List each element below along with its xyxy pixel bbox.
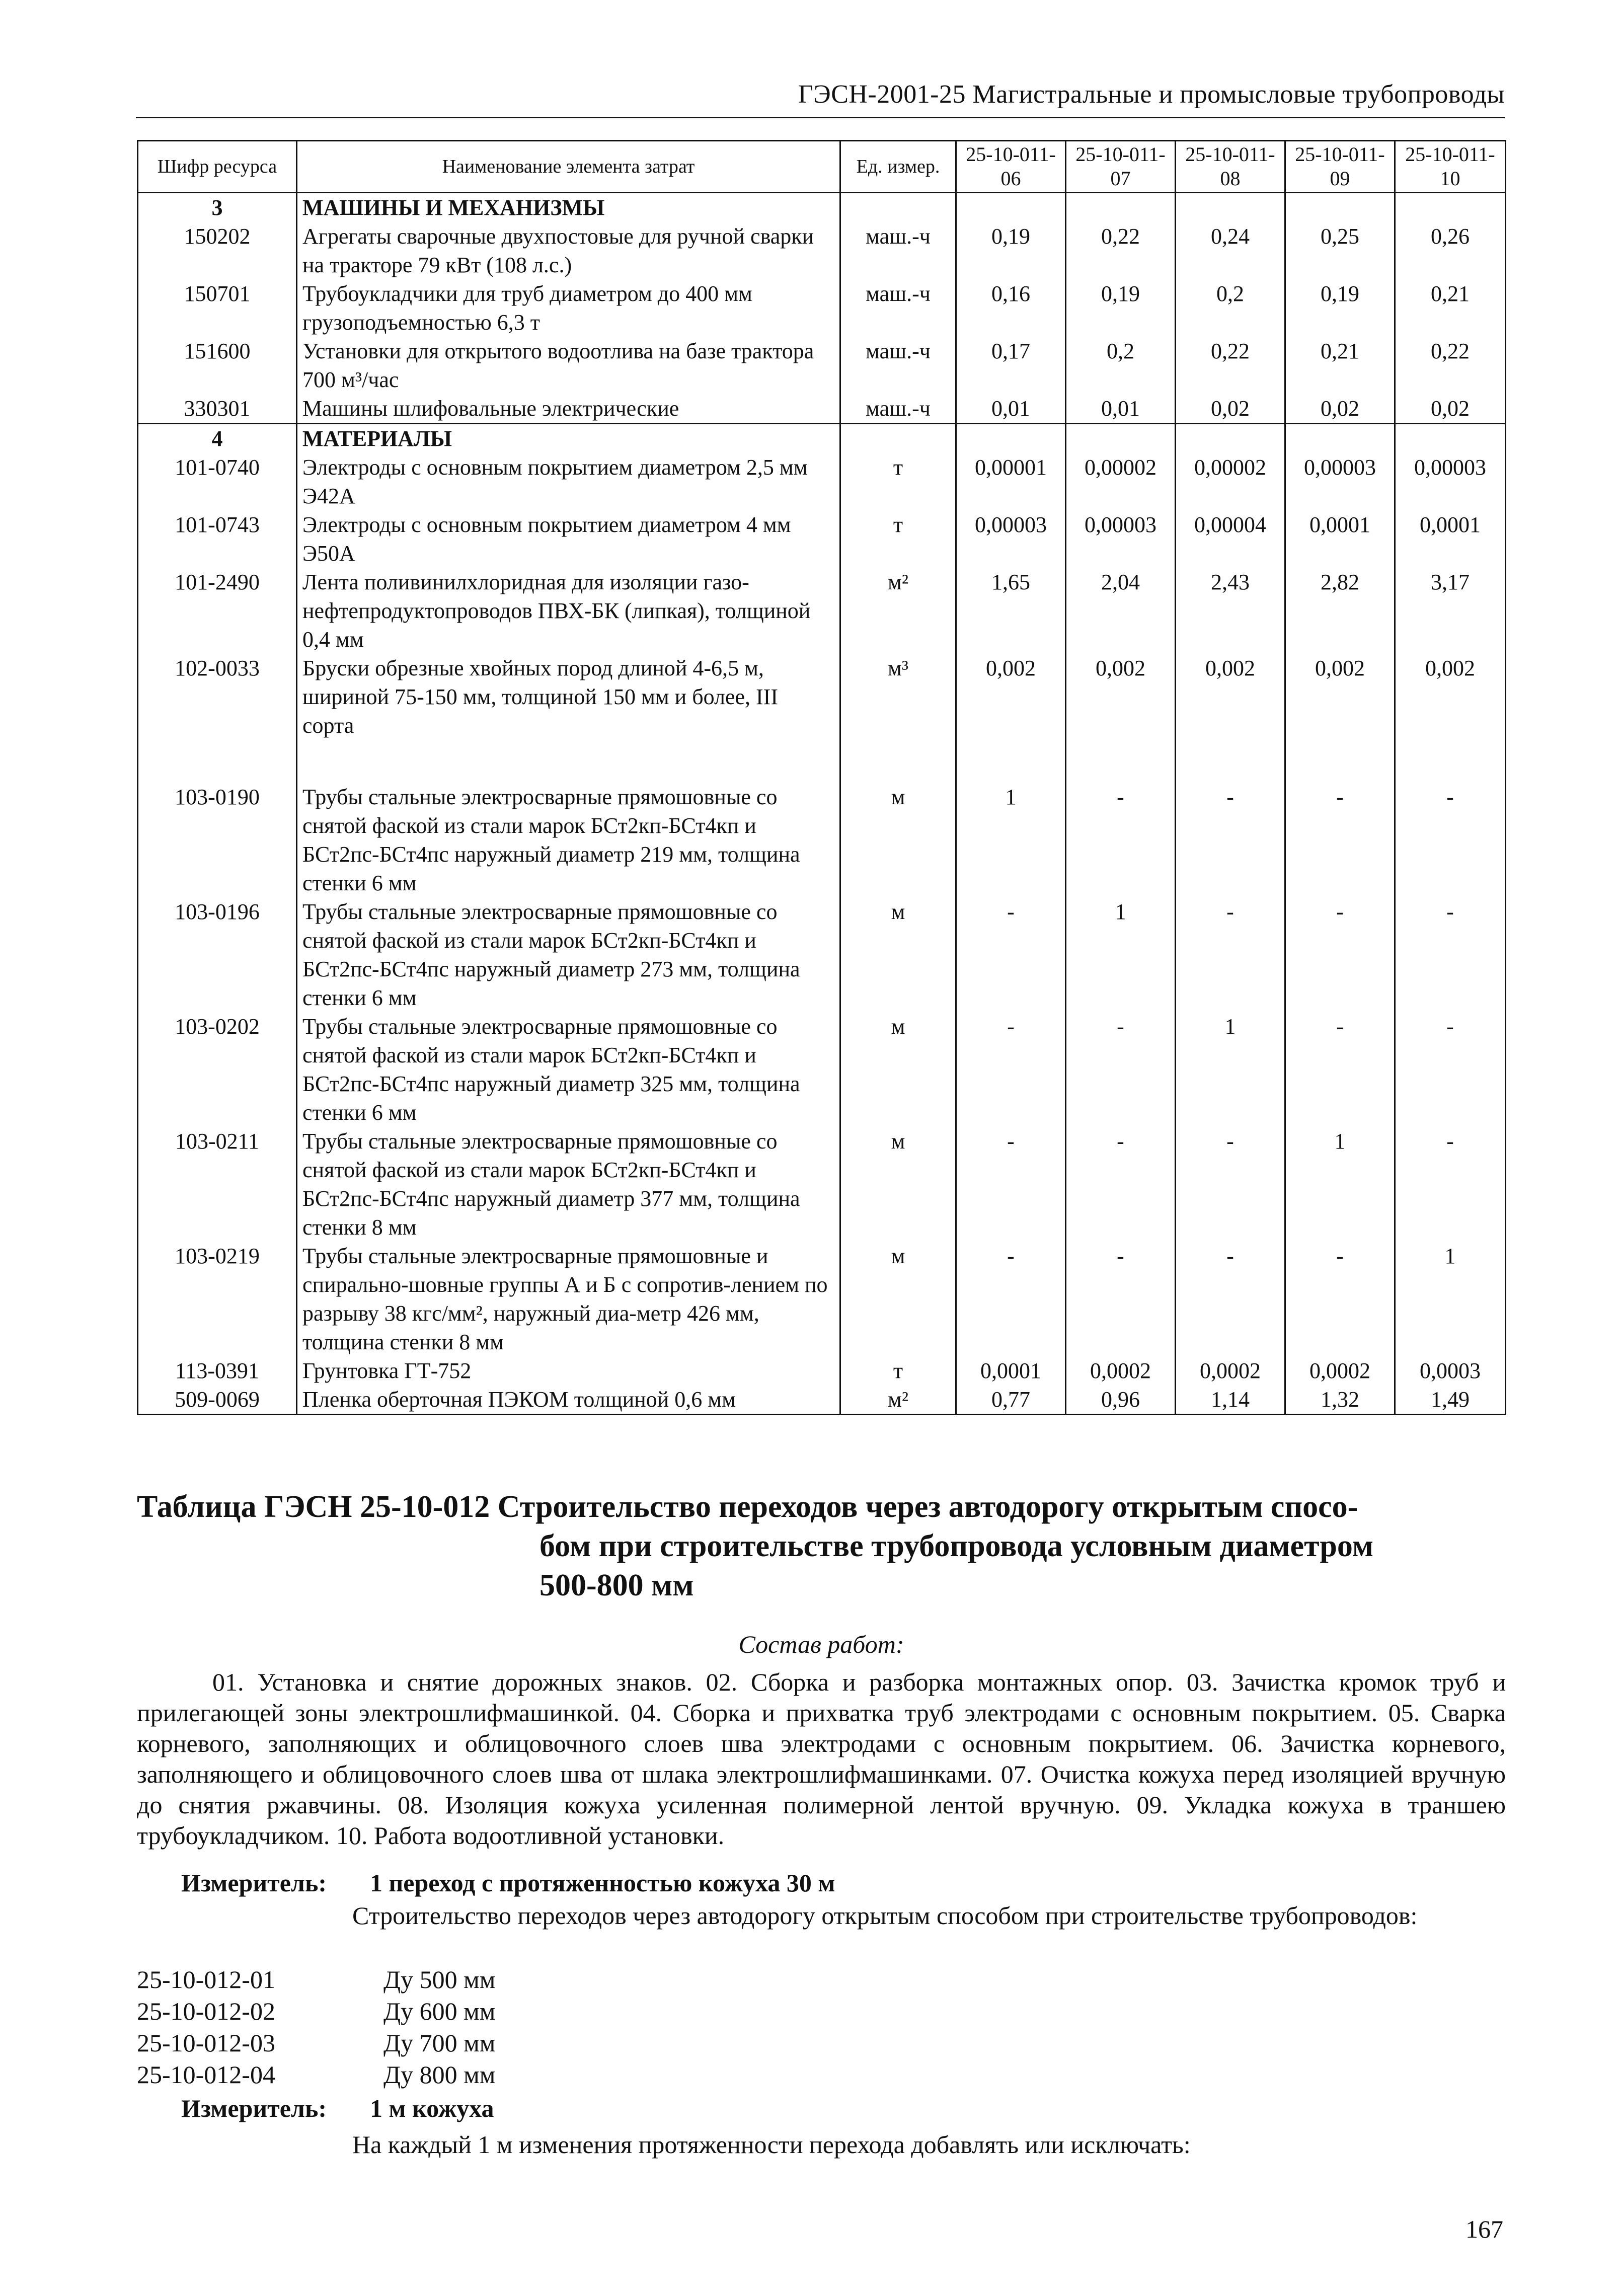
resource-value: 0,24	[1176, 222, 1285, 279]
resource-value: 2,04	[1066, 568, 1176, 654]
table-row	[138, 568, 1506, 654]
norm-code: 25-10-012-02	[137, 1997, 275, 2025]
resource-value: 0,22	[1395, 337, 1506, 394]
resource-value: -	[1066, 783, 1176, 897]
resource-value: -	[1395, 1127, 1506, 1242]
spacer-cell	[1066, 740, 1176, 783]
resource-value: 0,0002	[1176, 1356, 1285, 1385]
measure-line-1	[181, 1868, 835, 1897]
resource-unit: м	[840, 1127, 956, 1242]
resource-name: Установки для открытого водоотлива на базе трактора 700 м³/час	[297, 337, 840, 394]
resource-value: 0,26	[1395, 222, 1506, 279]
resource-value: 2,82	[1285, 568, 1395, 654]
resource-code: 101-0740	[138, 453, 297, 510]
measure-value-2: 1 м кожуха	[370, 2094, 494, 2122]
header-col-4: 25-10-011-09	[1285, 141, 1395, 193]
resource-value: 0,002	[1176, 654, 1285, 740]
resource-unit: м²	[840, 1385, 956, 1415]
resource-value: 0,00001	[956, 453, 1066, 510]
resource-name: Трубоукладчики для труб диаметром до 400 мм грузоподъемностью 6,3 т	[297, 279, 840, 337]
table-row	[138, 394, 1506, 424]
resource-value: 0,0001	[956, 1356, 1066, 1385]
spacer-cell	[297, 740, 840, 783]
norm-code: 25-10-012-01	[137, 1965, 275, 1994]
norm-label: Ду 500 мм	[383, 1965, 496, 1994]
table-row	[138, 1012, 1506, 1127]
table-title-lead: Таблица ГЭСН 25-10-012 Строительство переходов через автодорогу открытым спосо-	[137, 1490, 1358, 1524]
resource-value: 0,00002	[1176, 453, 1285, 510]
table-title	[137, 1487, 1506, 1605]
resource-value: 1	[1395, 1242, 1506, 1356]
spacer-cell	[840, 740, 956, 783]
norm-row	[137, 1965, 495, 1994]
resource-value: -	[1285, 1012, 1395, 1127]
section-empty-cell	[1066, 424, 1176, 453]
section-code: 4	[138, 424, 297, 453]
resource-code: 102-0033	[138, 654, 297, 740]
table-row	[138, 897, 1506, 1012]
header-name: Наименование элемента затрат	[297, 141, 840, 193]
header-code: Шифр ресурса	[138, 141, 297, 193]
resource-value: -	[1395, 897, 1506, 1012]
resource-value: 1,49	[1395, 1385, 1506, 1415]
resource-value: 0,00003	[956, 510, 1066, 568]
norm-label: Ду 600 мм	[383, 1997, 496, 2025]
resource-value: -	[1176, 897, 1285, 1012]
resource-name: Пленка оберточная ПЭКОМ толщиной 0,6 мм	[297, 1385, 840, 1415]
composition-title: Состав работ:	[738, 1630, 904, 1658]
table-row	[138, 654, 1506, 740]
resource-value: 0,19	[1066, 279, 1176, 337]
add-line: На каждый 1 м изменения протяженности перехода добавлять или исключать:	[352, 2130, 1191, 2159]
resource-value: -	[1066, 1012, 1176, 1127]
resource-value: -	[956, 1242, 1066, 1356]
resource-unit: м	[840, 897, 956, 1012]
resource-unit: т	[840, 1356, 956, 1385]
resource-value: 0,96	[1066, 1385, 1176, 1415]
resource-code: 150701	[138, 279, 297, 337]
resource-value: 0,0003	[1395, 1356, 1506, 1385]
section-empty-cell	[956, 193, 1066, 222]
spacer-cell	[956, 740, 1066, 783]
header-col-5: 25-10-011-10	[1395, 141, 1506, 193]
composition-text: 01. Установка и снятие дорожных знаков. 02. Сборка и разборка монтажных опор. 03. Зачистка кромок труб и прилегающей зоны электрошлифмашинкой. 04. Сборка и прихватка труб электродами с основным покрытием. 05. Сварка корневого, заполняющих и облицовочного слоев шва электродами с основным покрытием. 06. Зачистка корневого, заполняющего и облицовочного слоев шва от шлака электрошлифмашинками. 07. Очистка кожуха перед изоляцией вручную до снятия ржавчины. 08. Изоляция кожуха усиленная полимерной лентой вручную. 09. Укладка кожуха в траншею трубоукладчиком. 10. Работа водоотливной установки.	[137, 1668, 1506, 1850]
table-title-cont1: бом при строительстве трубопровода условным диаметром	[539, 1529, 1373, 1563]
resource-value: 0,00002	[1066, 453, 1176, 510]
resource-name: Лента поливинилхлоридная для изоляции газо-нефтепродуктопроводов ПВХ-БК (липкая), толщиной 0,4 мм	[297, 568, 840, 654]
spacer-cell	[138, 740, 297, 783]
resource-unit: м²	[840, 568, 956, 654]
resource-value: 0,00003	[1395, 453, 1506, 510]
resource-value: 0,002	[1395, 654, 1506, 740]
resource-value: 1,32	[1285, 1385, 1395, 1415]
resource-unit: м	[840, 783, 956, 897]
resource-value: 0,01	[956, 394, 1066, 424]
resource-name: Электроды с основным покрытием диаметром 2,5 мм Э42А	[297, 453, 840, 510]
resource-value: 1	[1285, 1127, 1395, 1242]
header-col-2: 25-10-011-07	[1066, 141, 1176, 193]
resource-value: 0,02	[1176, 394, 1285, 424]
resource-code: 509-0069	[138, 1385, 297, 1415]
section-empty-cell	[1285, 424, 1395, 453]
table-row	[138, 222, 1506, 279]
resource-value: -	[1285, 1242, 1395, 1356]
resource-value: -	[1176, 783, 1285, 897]
resource-value: 0,00004	[1176, 510, 1285, 568]
resource-name: Трубы стальные электросварные прямошовные и спирально-шовные группы А и Б с сопротив-лением по разрыву 38 кгс/мм², наружный диа-метр 426 мм, толщина стенки 8 мм	[297, 1242, 840, 1356]
measure-value-1: 1 переход с протяженностью кожуха 30 м	[370, 1869, 835, 1897]
resource-value: 3,17	[1395, 568, 1506, 654]
resource-value: -	[956, 1127, 1066, 1242]
spacer-cell	[1395, 740, 1506, 783]
resource-value: 0,0001	[1285, 510, 1395, 568]
section-title: МАШИНЫ И МЕХАНИЗМЫ	[297, 193, 840, 222]
norm-row	[137, 2028, 495, 2057]
resource-code: 330301	[138, 394, 297, 424]
resource-unit: маш.-ч	[840, 222, 956, 279]
resource-code: 150202	[138, 222, 297, 279]
resource-value: 0,0001	[1395, 510, 1506, 568]
section-empty-cell	[840, 193, 956, 222]
resource-value: 0,00003	[1066, 510, 1176, 568]
resource-code: 101-0743	[138, 510, 297, 568]
resource-value: 0,0002	[1066, 1356, 1176, 1385]
resource-value: -	[1176, 1242, 1285, 1356]
resource-value: 0,01	[1066, 394, 1176, 424]
measure-label-2: Измеритель:	[181, 2094, 327, 2122]
resource-value: 0,16	[956, 279, 1066, 337]
resource-value: -	[1285, 783, 1395, 897]
resource-name: Трубы стальные электросварные прямошовные со снятой фаской из стали марок БСт2кп-БСт4кп и БСт2пс-БСт4пс наружный диаметр 377 мм, толщина стенки 8 мм	[297, 1127, 840, 1242]
resource-unit: т	[840, 510, 956, 568]
resource-value: 0,22	[1066, 222, 1176, 279]
section-empty-cell	[840, 424, 956, 453]
table-row	[138, 1356, 1506, 1385]
resource-code: 103-0219	[138, 1242, 297, 1356]
norm-row	[137, 1997, 495, 2026]
section-empty-cell	[1176, 193, 1285, 222]
resource-value: -	[1395, 783, 1506, 897]
resource-name: Грунтовка ГТ-752	[297, 1356, 840, 1385]
resource-value: 0,21	[1285, 337, 1395, 394]
resource-code: 101-2490	[138, 568, 297, 654]
section-row	[138, 424, 1506, 453]
resource-code: 103-0196	[138, 897, 297, 1012]
section-empty-cell	[956, 424, 1066, 453]
resource-value: 0,0002	[1285, 1356, 1395, 1385]
resource-value: 0,2	[1176, 279, 1285, 337]
header-rule	[136, 117, 1505, 118]
resource-unit: маш.-ч	[840, 394, 956, 424]
table-header-row	[138, 141, 1506, 193]
section-empty-cell	[1176, 424, 1285, 453]
resource-value: 0,19	[1285, 279, 1395, 337]
resource-value: 0,2	[1066, 337, 1176, 394]
resource-name: Агрегаты сварочные двухпостовые для ручной сварки на тракторе 79 кВт (108 л.с.)	[297, 222, 840, 279]
resource-unit: т	[840, 453, 956, 510]
header-unit: Ед. измер.	[840, 141, 956, 193]
resource-unit: м³	[840, 654, 956, 740]
resource-value: 1	[1066, 897, 1176, 1012]
norm-row	[137, 2060, 495, 2089]
norm-code: 25-10-012-04	[137, 2060, 275, 2089]
resource-value: 0,02	[1285, 394, 1395, 424]
resource-unit: маш.-ч	[840, 337, 956, 394]
resource-unit: маш.-ч	[840, 279, 956, 337]
resource-value: -	[956, 1012, 1066, 1127]
resource-code: 103-0202	[138, 1012, 297, 1127]
norm-code: 25-10-012-03	[137, 2029, 275, 2057]
table-row	[138, 337, 1506, 394]
norm-description: Строительство переходов через автодорогу открытым способом при строительстве трубопроводов:	[352, 1901, 1418, 1930]
resource-value: 2,43	[1176, 568, 1285, 654]
norm-label: Ду 700 мм	[383, 2029, 496, 2057]
resource-value: 0,21	[1395, 279, 1506, 337]
spacer-cell	[1285, 740, 1395, 783]
section-empty-cell	[1395, 424, 1506, 453]
running-header: ГЭСН-2001-25 Магистральные и промысловые трубопроводы	[798, 80, 1505, 109]
resource-name: Трубы стальные электросварные прямошовные со снятой фаской из стали марок БСт2кп-БСт4кп и БСт2пс-БСт4пс наружный диаметр 325 мм, толщина стенки 6 мм	[297, 1012, 840, 1127]
resource-value: -	[956, 897, 1066, 1012]
resource-unit: м	[840, 1012, 956, 1127]
resource-value: 0,25	[1285, 222, 1395, 279]
resource-name: Трубы стальные электросварные прямошовные со снятой фаской из стали марок БСт2кп-БСт4кп и БСт2пс-БСт4пс наружный диаметр 273 мм, толщина стенки 6 мм	[297, 897, 840, 1012]
spacer-cell	[1176, 740, 1285, 783]
section-code: 3	[138, 193, 297, 222]
resource-name: Трубы стальные электросварные прямошовные со снятой фаской из стали марок БСт2кп-БСт4кп и БСт2пс-БСт4пс наружный диаметр 219 мм, толщина стенки 6 мм	[297, 783, 840, 897]
table-row	[138, 453, 1506, 510]
resource-value: 0,17	[956, 337, 1066, 394]
resource-value: -	[1066, 1242, 1176, 1356]
resource-value: 1,14	[1176, 1385, 1285, 1415]
table-row	[138, 1127, 1506, 1242]
table-row	[138, 1242, 1506, 1356]
resource-code: 151600	[138, 337, 297, 394]
page-number: 167	[1465, 2215, 1503, 2243]
header-col-3: 25-10-011-08	[1176, 141, 1285, 193]
section-title: МАТЕРИАЛЫ	[297, 424, 840, 453]
resource-value: 0,00003	[1285, 453, 1395, 510]
section-empty-cell	[1395, 193, 1506, 222]
table-body	[138, 193, 1506, 1415]
resource-value: 0,77	[956, 1385, 1066, 1415]
resource-code: 113-0391	[138, 1356, 297, 1385]
measure-label-1: Измеритель:	[181, 1869, 327, 1897]
resource-value: 0,02	[1395, 394, 1506, 424]
resource-value: 1,65	[956, 568, 1066, 654]
resource-value: 0,22	[1176, 337, 1285, 394]
measure-line-2	[181, 2094, 494, 2123]
table-row	[138, 510, 1506, 568]
resource-value: -	[1395, 1012, 1506, 1127]
resource-value: -	[1066, 1127, 1176, 1242]
resource-value: -	[1285, 897, 1395, 1012]
resource-value: -	[1176, 1127, 1285, 1242]
resource-value: 0,002	[1066, 654, 1176, 740]
resource-name: Электроды с основным покрытием диаметром 4 мм Э50А	[297, 510, 840, 568]
norm-label: Ду 800 мм	[383, 2060, 496, 2089]
resource-value: 0,19	[956, 222, 1066, 279]
resource-value: 0,002	[956, 654, 1066, 740]
section-empty-cell	[1285, 193, 1395, 222]
table-row	[138, 279, 1506, 337]
header-col-1: 25-10-011-06	[956, 141, 1066, 193]
table-row	[138, 1385, 1506, 1415]
resource-unit: м	[840, 1242, 956, 1356]
resource-name: Бруски обрезные хвойных пород длиной 4-6,5 м, шириной 75-150 мм, толщиной 150 мм и более, III сорта	[297, 654, 840, 740]
resource-value: 0,002	[1285, 654, 1395, 740]
section-empty-cell	[1066, 193, 1176, 222]
resource-code: 103-0211	[138, 1127, 297, 1242]
resource-value: 1	[1176, 1012, 1285, 1127]
table-row	[138, 783, 1506, 897]
resource-code: 103-0190	[138, 783, 297, 897]
resource-value: 1	[956, 783, 1066, 897]
resource-table	[137, 140, 1506, 1415]
resource-name: Машины шлифовальные электрические	[297, 394, 840, 424]
spacer-row	[138, 740, 1506, 783]
table-title-cont2: 500-800 мм	[539, 1568, 694, 1602]
section-row	[138, 193, 1506, 222]
